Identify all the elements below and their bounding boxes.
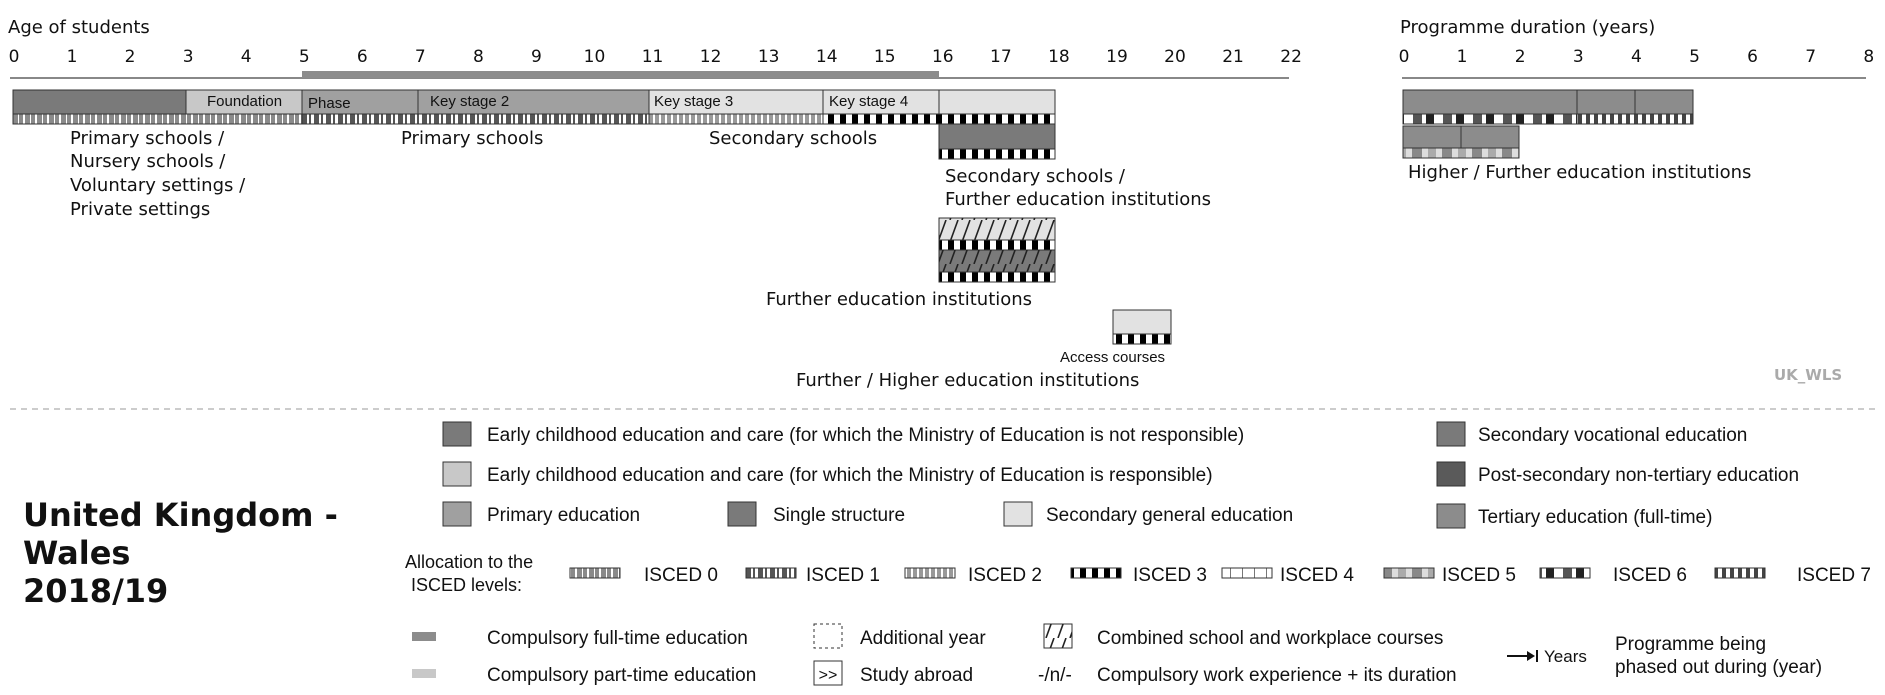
age-tick-11: 11 [641,47,664,67]
sec-vocational-isced3-strip [939,149,1055,159]
sec-fe-institution-line-2: Further education institutions [945,189,1212,210]
arrow-years-icon [1507,650,1537,662]
foundation-label: Foundation [207,93,283,110]
age-tick-13: 13 [757,47,780,67]
watermark: UK_WLS [1774,366,1843,384]
legend-phased-out-line-2: phased out during (year) [1615,657,1823,678]
legend-tertiary: Tertiary education (full-time) [1478,507,1713,528]
tertiary-doctoral-bar [1635,90,1693,114]
age-tick-19: 19 [1106,47,1128,67]
legend-swatch-sec-vocational [1437,422,1465,446]
duration-tick-1: 1 [1456,47,1468,67]
age-tick-7: 7 [414,47,426,67]
access-courses-bar [1113,310,1171,334]
isced2-strip [649,114,823,124]
duration-tick-6: 6 [1747,47,1759,67]
he-fe-institution: Higher / Further education institutions [1408,162,1752,183]
age-tick-5: 5 [298,47,310,67]
legend-isced4-swatch [1222,568,1272,578]
duration-tick-5: 5 [1689,47,1700,67]
fe-he-institution: Further / Higher education institutions [796,370,1140,391]
age-tick-8: 8 [472,47,484,67]
tertiary-isced6-strip [1403,114,1577,124]
legend-swatch-post-sec [1437,462,1465,486]
duration-tick-8: 8 [1863,47,1875,67]
legend-study-abroad: Study abroad [860,665,974,686]
age-tick-3: 3 [182,47,194,67]
key-stage-3-label: Key stage 3 [654,93,734,110]
legend-years-symbol: Years [1544,647,1587,666]
age-tick-4: 4 [240,47,252,67]
tertiary-isced5-strip [1403,148,1519,158]
combined-vocational-hatch [939,250,1055,272]
duration-tick-4: 4 [1630,47,1642,67]
secondary-institution: Secondary schools [709,128,878,149]
age-tick-15: 15 [873,47,896,67]
age-tick-2: 2 [124,47,136,67]
legend-isced0-swatch [570,568,620,578]
primary-institution: Primary schools [401,128,544,149]
country-title-line-3: 2018/19 [23,572,169,610]
combined-general-hatch [939,218,1055,240]
legend-sec-vocational: Secondary vocational education [1478,425,1748,446]
legend-isced7: ISCED 7 [1797,565,1871,586]
tertiary-isced7-strip [1577,114,1693,124]
isced1-strip [302,114,649,124]
legend-isced1-swatch [746,568,796,578]
legend-isced7-swatch [1715,568,1765,578]
age-tick-14: 14 [815,47,838,67]
combined-vocational-isced3-strip [939,272,1055,282]
age-tick-16: 16 [931,47,954,67]
legend-post-sec: Post-secondary non-tertiary education [1478,465,1800,486]
legend-isced2-swatch [905,568,955,578]
duration-tick-0: 0 [1398,47,1410,67]
sec-vocational-bar [939,124,1055,149]
duration-tick-7: 7 [1805,47,1817,67]
ecec-institution-line-1: Primary schools / [70,128,225,149]
legend-additional-year: Additional year [860,628,986,649]
duration-tick-3: 3 [1572,47,1584,67]
legend-swatch-tertiary [1437,504,1465,528]
legend-isced5-swatch [1384,568,1434,578]
legend-single: Single structure [773,505,906,526]
fe-institution: Further education institutions [766,289,1033,310]
access-courses-label: Access courses [1060,349,1166,366]
duration-axis-title: Programme duration (years) [1400,17,1656,38]
legend-isced3: ISCED 3 [1133,565,1207,586]
legend-ecec-not-moe: Early childhood education and care (for which the Ministry of Education is not responsible) [487,425,1245,446]
legend-isced3-swatch [1071,568,1121,578]
age-tick-18: 18 [1048,47,1070,67]
legend-isced2: ISCED 2 [968,565,1042,586]
access-courses-isced3-strip [1113,334,1171,344]
age-tick-21: 21 [1222,47,1244,67]
legend-isced4: ISCED 4 [1280,565,1354,586]
isced3-strip [823,114,1055,124]
legend-isced6: ISCED 6 [1613,565,1687,586]
age-axis-ticks [9,47,1302,67]
legend-allocation-line-1: Allocation to the [405,552,534,572]
legend-study-abroad-symbol: >> [818,667,838,684]
key-stage-2-label: Key stage 2 [430,93,510,110]
legend-sec-general: Secondary general education [1046,505,1294,526]
legend-swatch-compulsory-pt [412,669,436,678]
legend-compulsory-ft: Compulsory full-time education [487,628,748,649]
legend-isced1: ISCED 1 [806,565,880,586]
legend-swatch-sec-general [1004,502,1032,526]
tertiary-bachelor-bar [1403,90,1577,114]
tertiary-short-cycle-bar-1 [1403,126,1461,148]
legend-combined: Combined school and workplace courses [1097,628,1444,649]
age-axis-title: Age of students [8,17,150,38]
age-tick-12: 12 [699,47,722,67]
sec-fe-institution-line-1: Secondary schools / [945,166,1125,187]
legend-isced5: ISCED 5 [1442,565,1516,586]
compulsory-fulltime-bar [302,71,939,78]
legend-primary: Primary education [487,505,641,526]
ecec-institution-line-3: Voluntary settings / [70,175,246,196]
duration-tick-2: 2 [1514,47,1526,67]
tertiary-short-cycle-bar-2 [1461,126,1519,148]
age-tick-9: 9 [531,47,542,67]
ecec-institution-line-2: Nursery schools / [70,151,226,172]
age-tick-20: 20 [1164,47,1186,67]
legend-swatch-compulsory-ft [412,632,436,641]
legend-allocation-line-2: ISCED levels: [411,575,523,595]
age-tick-10: 10 [583,47,606,67]
legend-isced0: ISCED 0 [644,565,718,586]
age-tick-17: 17 [990,47,1012,67]
sec-general-16-18-bar [939,90,1055,114]
phase-label: Phase [308,95,351,112]
age-tick-0: 0 [8,47,20,67]
age-tick-22: 22 [1280,47,1302,67]
ecec-not-moe-bar [13,90,186,114]
legend-swatch-primary [443,502,471,526]
legend-compulsory-pt: Compulsory part-time education [487,665,757,686]
combined-general-isced3-strip [939,240,1055,250]
key-stage-4-label: Key stage 4 [829,93,909,110]
country-title-line-1: United Kingdom - [23,496,338,534]
country-title [23,496,338,610]
legend-swatch-single [728,502,756,526]
age-tick-1: 1 [66,47,78,67]
legend-swatch-combined-hatch [1044,624,1072,648]
legend-work-exp-symbol: -/n/- [1038,665,1072,686]
legend-isced6-swatch [1540,568,1590,578]
country-title-line-2: Wales [23,534,131,572]
legend-work-exp: Compulsory work experience + its duration [1097,665,1457,686]
duration-axis-ticks [1399,47,1875,67]
legend-swatch-ecec-moe [443,462,471,486]
isced0-strip [13,114,302,124]
ecec-institution-line-4: Private settings [70,199,211,220]
legend-phased-out-line-1: Programme being [1615,634,1767,655]
legend-swatch-additional-year [814,624,842,648]
tertiary-master-bar [1577,90,1635,114]
legend-swatch-ecec-not-moe [443,422,471,446]
age-tick-6: 6 [356,47,368,67]
legend-ecec-moe: Early childhood education and care (for which the Ministry of Education is responsible) [487,465,1213,486]
